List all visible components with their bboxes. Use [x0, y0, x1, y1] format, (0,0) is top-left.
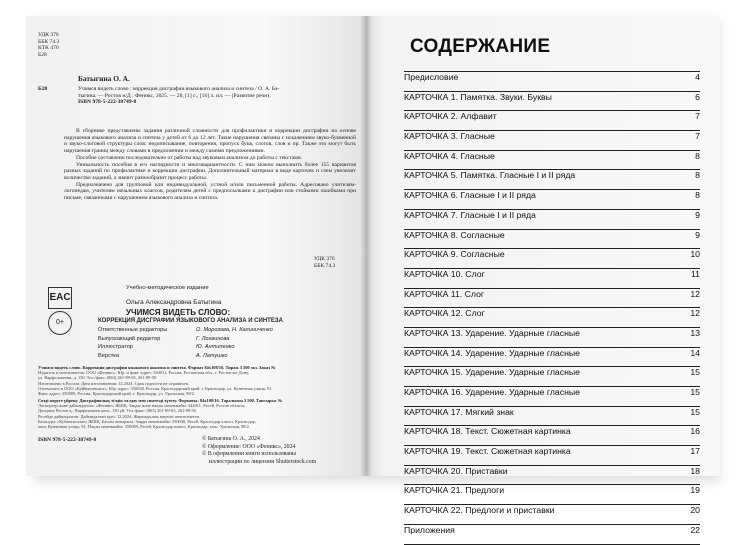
contents-entry	[404, 367, 700, 387]
contents-entry-title: КАРТОЧКА 21. Предлоги	[404, 485, 505, 496]
contents-entry-title: КАРТОЧКА 5. Памятка. Гласные I и II ряда	[404, 170, 576, 181]
isbn-top: ISBN 978-5-222-38749-8	[78, 99, 137, 106]
bbk-code: ББК 74.3	[314, 262, 336, 269]
credit-name: Ю. Антипенко	[196, 344, 235, 351]
contents-entry-page: 19	[690, 485, 700, 496]
contents-entry-page: 8	[695, 190, 700, 201]
contents-entry-title: КАРТОЧКА 14. Ударение. Ударные гласные	[404, 347, 580, 358]
contents-entry-title: КАРТОЧКА 18. Текст. Сюжетная картинка	[404, 426, 571, 437]
contents-entry	[404, 426, 700, 446]
contents-entry-page: 12	[690, 308, 700, 319]
credit-role: Верстка	[98, 352, 119, 359]
copyright-line: © Батыгина О. А., 2024	[202, 436, 260, 442]
contents-entry	[404, 230, 700, 250]
contents-entry-page: 15	[690, 387, 700, 397]
contents-entry-title: КАРТОЧКА 13. Ударение. Ударные гласные	[404, 327, 580, 338]
contents-entry-page: 9	[695, 209, 700, 220]
catalog-code: УДК 376	[38, 32, 59, 38]
contents-entry-title: КАРТОЧКА 9. Согласные	[404, 249, 505, 260]
imprint-line: Ресейде дайындалған. Дайындалған күні: 12.2024. Жарамдылық мерзімі шектелмеген.	[38, 413, 201, 419]
imprint-line: Дондағы Ростов қ., Варфоломеев көш., 150 үй. Тел./факс: (863) 261-89-65, 261-89-50.	[38, 408, 197, 414]
contents-entry	[404, 190, 700, 210]
copyright-block	[202, 436, 316, 466]
contents-entry	[404, 525, 700, 545]
annotation-paragraph: Пособие составлено последовательно от работы над звуковым анализом до работы с текстами.	[76, 154, 303, 161]
contents-entry-title: КАРТОЧКА 8. Согласные	[404, 229, 505, 240]
bibliographic-record	[78, 86, 356, 106]
bib-line: Учимся видеть слово : коррекция дисграфии языкового анализа и синтеза / О. А. Ба-	[78, 86, 280, 92]
book-gutter	[360, 16, 372, 476]
catalog-codes	[38, 32, 59, 59]
author-heading: Батыгина О. А.	[78, 74, 130, 83]
contents-entry-page: 18	[690, 465, 700, 476]
contents-entry	[404, 111, 700, 131]
contents-entry-page: 6	[695, 91, 700, 102]
catalog-code: Б28	[38, 52, 47, 59]
imprint-line: Отпечатано в ООО «Куйбышевское». Юр. адрес: 350038, Россия, Краснодарский край, г. Краснодар, ул. Кузнечная улица, 91.	[38, 385, 273, 391]
annotation-paragraph: В сборнике представлены задания различной сложности для профилактики и коррекции дисграфии на основе нарушения языкового анализа и синтеза у детей от 6 до 12 лет. Такие нарушения связаны с искажением звуко-буквенной и звуко-слоговой структуры слов: недописывание, повторения, пропуск букв, слогов, слов и пр. Также это могут быть нарушения границ между словами в предложении и между самими предложениями.	[64, 128, 356, 155]
contents-entry-title: КАРТОЧКА 6. Гласные I и II ряда	[404, 190, 536, 201]
contents-entry-page: 4	[695, 72, 700, 82]
udk-bbk-right	[314, 256, 335, 269]
contents-entry	[404, 308, 700, 328]
contents-entry	[404, 328, 700, 348]
edition-type: Учебно-методическое издание	[126, 285, 209, 291]
contents-entry-page: 10	[690, 249, 700, 260]
contents-entry	[404, 210, 700, 230]
contents-entry-page: 13	[690, 327, 700, 338]
contents-entry-page: 8	[695, 170, 700, 181]
catalog-code: КТК 470	[38, 45, 59, 52]
contents-entry	[404, 170, 700, 190]
imprint-line: ул. Варфоломеева, д. 150. Тел./факс: (863) 261-89-65, 261-89-50.	[38, 375, 158, 381]
contents-entry-page: 9	[695, 229, 700, 240]
credit-role: Иллюстратор	[98, 344, 133, 351]
contents-entry-title: КАРТОЧКА 17. Мягкий знак	[404, 406, 514, 417]
contents-entry-title: КАРТОЧКА 20. Приставки	[404, 465, 508, 476]
annotation-paragraph: Предназначено для групповой или индивидуальной, устной и/или письменной работы. Адресовано учителям-логопедам, учителям начальных классов, родителям детей с предпосылками к дисграфии или стойкими ошибками при письме, связанными с нарушением языкового анализа и синтеза.	[64, 181, 356, 202]
contents-entry-title: КАРТОЧКА 22. Предлоги и приставки	[404, 505, 555, 516]
copyright-line: иллюстрации по лицензии Shutterstock.com	[209, 458, 317, 465]
credit-role: Выпускающий редактор	[98, 335, 161, 342]
eac-mark: EAC	[48, 287, 72, 309]
imprint-line: Учимся видеть слово. Коррекция дисграфии языкового анализа и синтеза. Формат 84x108/16. Тираж 3 500 экз. Заказ №	[38, 365, 276, 370]
contents-entry	[404, 92, 700, 112]
contents-entry	[404, 466, 700, 486]
contents-entry-page: 8	[695, 150, 700, 161]
copyright-line: © Оформление: ООО «Феникс», 2024	[202, 443, 296, 450]
contents-entry-title: КАРТОЧКА 10. Слог	[404, 268, 485, 279]
credit-row	[98, 353, 273, 362]
credit-row	[98, 336, 273, 345]
contents-page	[366, 16, 720, 535]
contents-entry-title: КАРТОЧКА 2. Алфавит	[404, 111, 497, 122]
copyright-line: © В оформлении книги использованы	[202, 451, 296, 458]
credits-list	[98, 327, 273, 361]
contents-entry-page: 15	[690, 406, 700, 417]
contents-entry-page: 14	[690, 347, 700, 358]
author-full-name: Ольга Александровна Батыгина	[126, 299, 222, 306]
contents-entry-page: 22	[690, 524, 700, 535]
imprint-line: Факт. адрес: 350089, Россия, Краснодарский край, г. Краснодар, ул. Уральская, 98/2.	[38, 391, 196, 397]
contents-entry	[404, 249, 700, 269]
contents-entry-title: КАРТОЧКА 12. Слог	[404, 308, 485, 319]
contents-entry-title: Предисловие	[404, 72, 459, 82]
isbn-bottom: ISBN 978-5-222-38749-8	[38, 437, 97, 443]
contents-entry-title: Приложения	[404, 524, 455, 535]
contents-title: СОДЕРЖАНИЕ	[410, 36, 551, 57]
age-rating-badge: 0+	[48, 311, 72, 335]
contents-entry	[404, 71, 700, 92]
credit-row	[98, 327, 273, 336]
credit-name: А. Латушко	[196, 352, 228, 359]
contents-entry	[404, 446, 700, 466]
contents-entry-title: КАРТОЧКА 15. Ударение. Ударные гласные	[404, 367, 580, 378]
contents-entry	[404, 505, 700, 525]
contents-entry-title: КАРТОЧКА 19. Текст. Сюжетная картинка	[404, 446, 571, 457]
contents-entry	[404, 485, 700, 505]
contents-entry	[404, 387, 700, 407]
contents-entry-page: 11	[690, 268, 700, 279]
credit-row	[98, 344, 273, 353]
contents-entry-page: 16	[690, 426, 700, 437]
contents-entry-page: 7	[695, 131, 700, 142]
book-subtitle: КОРРЕКЦИЯ ДИСГРАФИИ ЯЗЫКОВОГО АНАЛИЗА И СИНТЕЗА	[98, 318, 283, 324]
imprint-line: Изготовлено в России. Дата изготовления: 12.2024. Срок годности не ограничен.	[38, 380, 190, 386]
annotation	[64, 128, 356, 202]
contents-entry	[404, 289, 700, 309]
contents-entry	[404, 407, 700, 427]
contents-entry-title: КАРТОЧКА 7. Гласные I и II ряда	[404, 209, 536, 220]
book-title: УЧИМСЯ ВИДЕТЬ СЛОВО:	[126, 308, 231, 317]
imprint-line: Издатель и изготовитель: ООО «Феникс». Юр. и факт. адрес: 344011, Россия, Ростовская обл., г. Ростов-на-Дону,	[38, 370, 249, 376]
imprint-kazakh	[38, 398, 358, 429]
imprint-russian	[38, 365, 358, 396]
contents-entry-title: КАРТОЧКА 1. Памятка. Звуки. Буквы	[404, 91, 552, 102]
catalog-code: ББК 74.3	[38, 38, 60, 45]
contents-entry	[404, 348, 700, 368]
contents-entry	[404, 151, 700, 171]
imprint-line: көш. Кузнечная улица, 91. Нақты мекенжайы: 350089, Ресей, Краснодар өлкесі, Краснодар, көш. Уральская, 98/2.	[38, 424, 250, 430]
contents-entry-page: 12	[690, 288, 700, 299]
credit-role: Ответственные редакторы	[98, 327, 168, 333]
contents-list	[404, 71, 700, 545]
contents-entry-title: КАРТОЧКА 11. Слог	[404, 288, 485, 299]
credit-name: Г. Логвинова	[196, 335, 230, 342]
contents-entry	[404, 269, 700, 289]
annotation-paragraph: Уникальность пособия в его наглядности и многовариантности. С ним можно выполнить более 155 вариантов разных заданий по профилактике и коррекции дисграфии. Дополнительный материал в виде карточек и схем увеличит количество заданий, а значит разнообразит процесс работы.	[64, 161, 356, 181]
contents-entry-page: 7	[695, 111, 700, 122]
contents-entry-title: КАРТОЧКА 16. Ударение. Ударные гласные	[404, 387, 580, 397]
udk-code: УДК 376	[314, 256, 335, 262]
catalog-code-b28: Б28	[38, 86, 48, 92]
bib-line: тыгина. — Ростов н/Д : Феникс, 2025. — 28, [1] с., [16] л. ил. — (Развитие речи).	[78, 92, 271, 99]
imprint-line: Басылды: «Кубанкиталат» ЖШҚ. Басым шекарасы. Заңды мекенжайы: 350038, Ресей, Краснодар өлкесі, Краснодар,	[38, 418, 256, 424]
contents-entry-page: 20	[690, 505, 700, 516]
contents-entry-title: КАРТОЧКА 3. Гласные	[404, 131, 495, 142]
contents-entry-page: 17	[690, 446, 700, 457]
contents-entry-page: 15	[690, 367, 700, 378]
contents-entry-title: КАРТОЧКА 4. Гласные	[404, 150, 495, 161]
imprint-line: Экспортер және дайындаушы: «Феникс» ЖШҚ. Заңды және нақты мекенжайы: 344011, Ресей, Ростов облысы,	[38, 403, 246, 409]
contents-entry	[404, 131, 700, 151]
credit-name: О. Морозова, Н. Калиниченко	[196, 327, 273, 333]
imprint-line: Сөздi көруге үйрену. Дисграфиялық тілдік талдау мен синтездi түзету. Форматы: 84x108/16. Таралымы 3 500. Тапсырыс №	[38, 398, 283, 403]
colophon-page	[26, 16, 366, 476]
